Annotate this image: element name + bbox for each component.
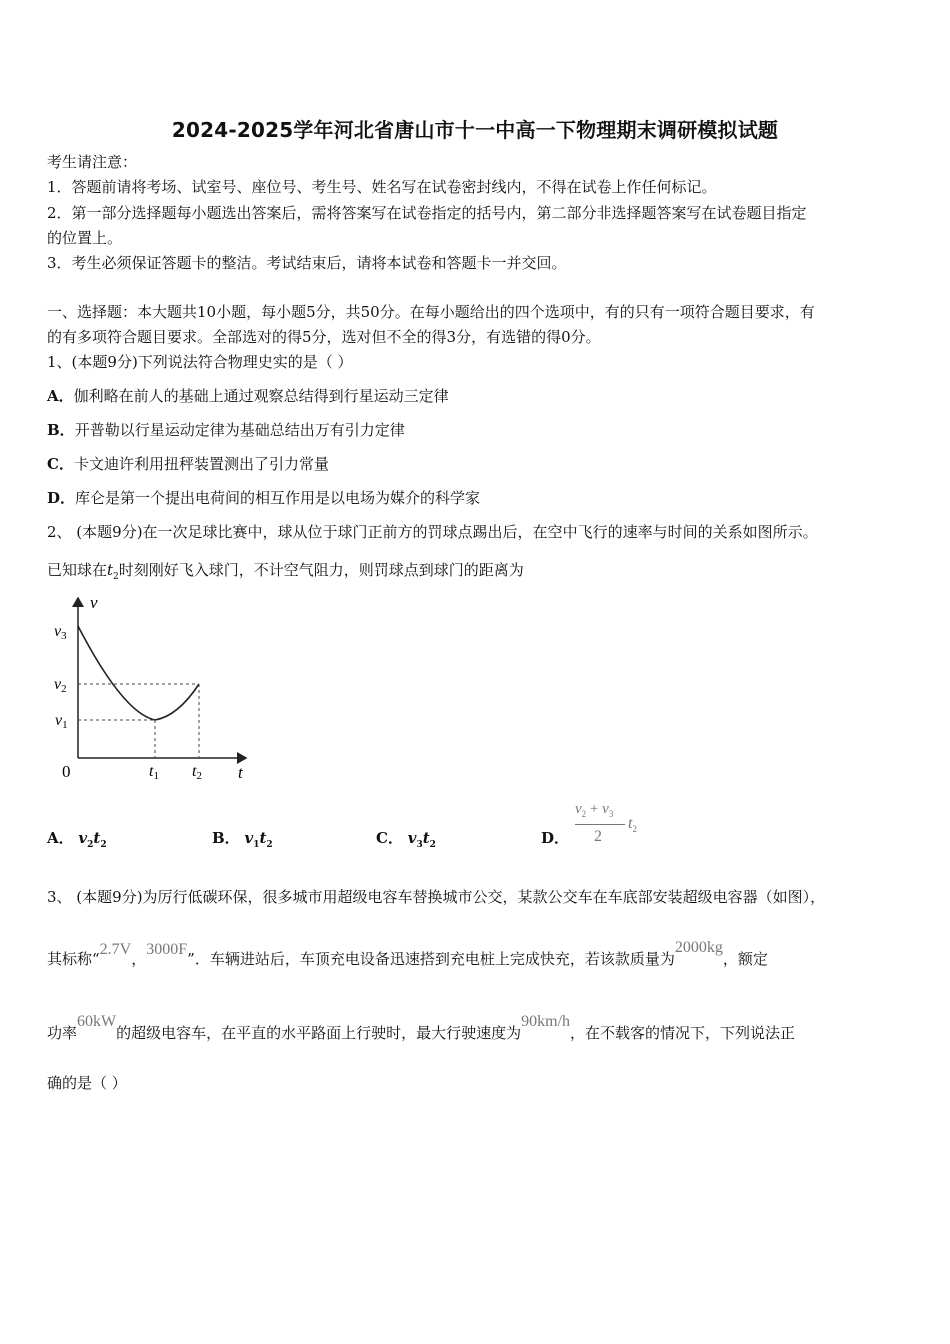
- option-var: t: [422, 829, 430, 847]
- option-sub: 2: [87, 840, 94, 850]
- capacitance-value: 3000F: [146, 941, 188, 958]
- question-1-option-a: [47, 386, 449, 406]
- stem-text: 的超级电容车，在平直的水平路面上行驶时，最大行驶速度为: [116, 1024, 522, 1042]
- question-2-option-d: [541, 828, 569, 848]
- option-label: A．: [47, 387, 74, 405]
- page-title: 2024-2025学年河北省唐山市十一中高一下物理期末调研模拟试题: [171, 118, 779, 142]
- option-d-fraction: [573, 801, 643, 851]
- var: v: [575, 801, 582, 817]
- question-2-option-a: [47, 828, 107, 855]
- sub: 2: [632, 824, 637, 835]
- option-sub: 1: [253, 840, 260, 850]
- question-2-option-c: [376, 828, 436, 855]
- origin-label: 0: [62, 762, 71, 781]
- section-instructions: 一、选择题：本大题共10小题，每小题5分，共50分。在每小题给出的四个选项中，有的只有一项符合题目要求，有: [47, 303, 815, 321]
- v1-label: v1: [55, 712, 68, 731]
- option-var: v: [244, 829, 254, 847]
- stem-text: 其标称“: [47, 950, 100, 968]
- stem-text: 已知球在: [47, 561, 108, 579]
- question-1-option-d: [47, 488, 480, 508]
- velocity-curve: [78, 626, 199, 720]
- voltage-value: 2.7V: [99, 941, 132, 958]
- question-1-option-b: [47, 420, 405, 440]
- option-sub: 2: [429, 840, 436, 850]
- fraction-bar: [575, 824, 625, 825]
- option-label: A．: [47, 829, 74, 847]
- v2-label: v2: [54, 676, 67, 695]
- stem-text: ”．车辆进站后，车顶充电设备迅速搭到充电桩上完成快充，若该款质量为: [187, 950, 675, 968]
- notice-item: 的位置上。: [47, 229, 123, 247]
- stem-text: 功率: [47, 1024, 78, 1042]
- sub: 2: [581, 809, 587, 819]
- stem-sub: 2: [113, 572, 119, 582]
- question-1-option-c: [47, 454, 329, 474]
- question-2-stem-line2: [47, 560, 524, 587]
- option-label: C．: [47, 455, 74, 473]
- option-label: C．: [376, 829, 403, 847]
- fraction-denominator: 2: [594, 828, 602, 845]
- notice-item: 3．考生必须保证答题卡的整洁。考试结束后，请将本试卷和答题卡一并交回。: [47, 254, 567, 272]
- question-3-stem: 3、 (本题9分)为厉行低碳环保，很多城市用超级电容车替换城市公交，某款公交车在车底部安装超级电容器（如图），: [47, 888, 826, 906]
- question-1-stem: 1、(本题9分)下列说法符合物理史实的是（ ）: [47, 353, 353, 371]
- option-label: D．: [47, 489, 76, 507]
- stem-text: ，额定: [722, 950, 768, 968]
- t2-label: t2: [192, 763, 202, 782]
- v3-label: v3: [54, 623, 67, 642]
- velocity-time-graph: [48, 588, 258, 788]
- var: v: [602, 801, 609, 817]
- option-var: t: [259, 829, 267, 847]
- question-3-line3: [47, 1013, 796, 1044]
- stem-text: ，: [131, 950, 147, 968]
- option-text: 库仑是第一个提出电荷间的相互作用是以电场为媒介的科学家: [75, 489, 481, 507]
- stem-var: t: [107, 561, 114, 579]
- t1-label: t1: [149, 763, 159, 782]
- option-var: v: [78, 829, 88, 847]
- power-value: 60kW: [77, 1013, 117, 1030]
- sub: 3: [608, 809, 614, 819]
- option-label: B．: [47, 421, 75, 439]
- option-d-time: [628, 815, 637, 834]
- x-axis-label: t: [238, 763, 243, 782]
- option-text: 卡文迪许利用扭秤装置测出了引力常量: [73, 455, 329, 473]
- stem-text: ，在不载客的情况下，下列说法正: [570, 1024, 796, 1042]
- option-label: D．: [541, 829, 570, 847]
- option-var: v: [407, 829, 417, 847]
- y-axis-label: v: [90, 593, 98, 612]
- plus: +: [589, 801, 599, 817]
- mass-value: 2000kg: [674, 939, 723, 956]
- speed-value: 90km/h: [521, 1013, 571, 1030]
- notice-heading: 考生请注意：: [47, 153, 138, 171]
- section-instructions: 的有多项符合题目要求。全部选对的得5分，选对但不全的得3分，有选错的得0分。: [47, 328, 601, 346]
- option-text: 开普勒以行星运动定律为基础总结出万有引力定律: [74, 421, 405, 439]
- question-2-option-b: [212, 828, 273, 855]
- option-sub: 2: [266, 840, 273, 850]
- notice-item: 1．答题前请将考场、试室号、座位号、考生号、姓名写在试卷密封线内，不得在试卷上作任何标记。: [47, 178, 717, 196]
- question-2-stem: 2、 (本题9分)在一次足球比赛中，球从位于球门正前方的罚球点踢出后，在空中飞行的速率与时间的关系如图所示。: [47, 523, 818, 541]
- fraction-numerator: [575, 801, 613, 819]
- option-sub: 2: [100, 840, 107, 850]
- notice-item: 2．第一部分选择题每小题选出答案后，需将答案写在试卷指定的括号内，第二部分非选择题答案写在试卷题目指定: [47, 204, 807, 222]
- question-3-line4: 确的是（ ）: [47, 1074, 127, 1092]
- option-text: 伽利略在前人的基础上通过观察总结得到行星运动三定律: [73, 387, 449, 405]
- option-label: B．: [212, 829, 240, 847]
- option-sub: 3: [416, 840, 423, 850]
- stem-text: 时刻刚好飞入球门，不计空气阻力，则罚球点到球门的距离为: [118, 561, 524, 579]
- var: t: [628, 815, 633, 832]
- option-var: t: [93, 829, 101, 847]
- question-3-line2: [47, 939, 768, 970]
